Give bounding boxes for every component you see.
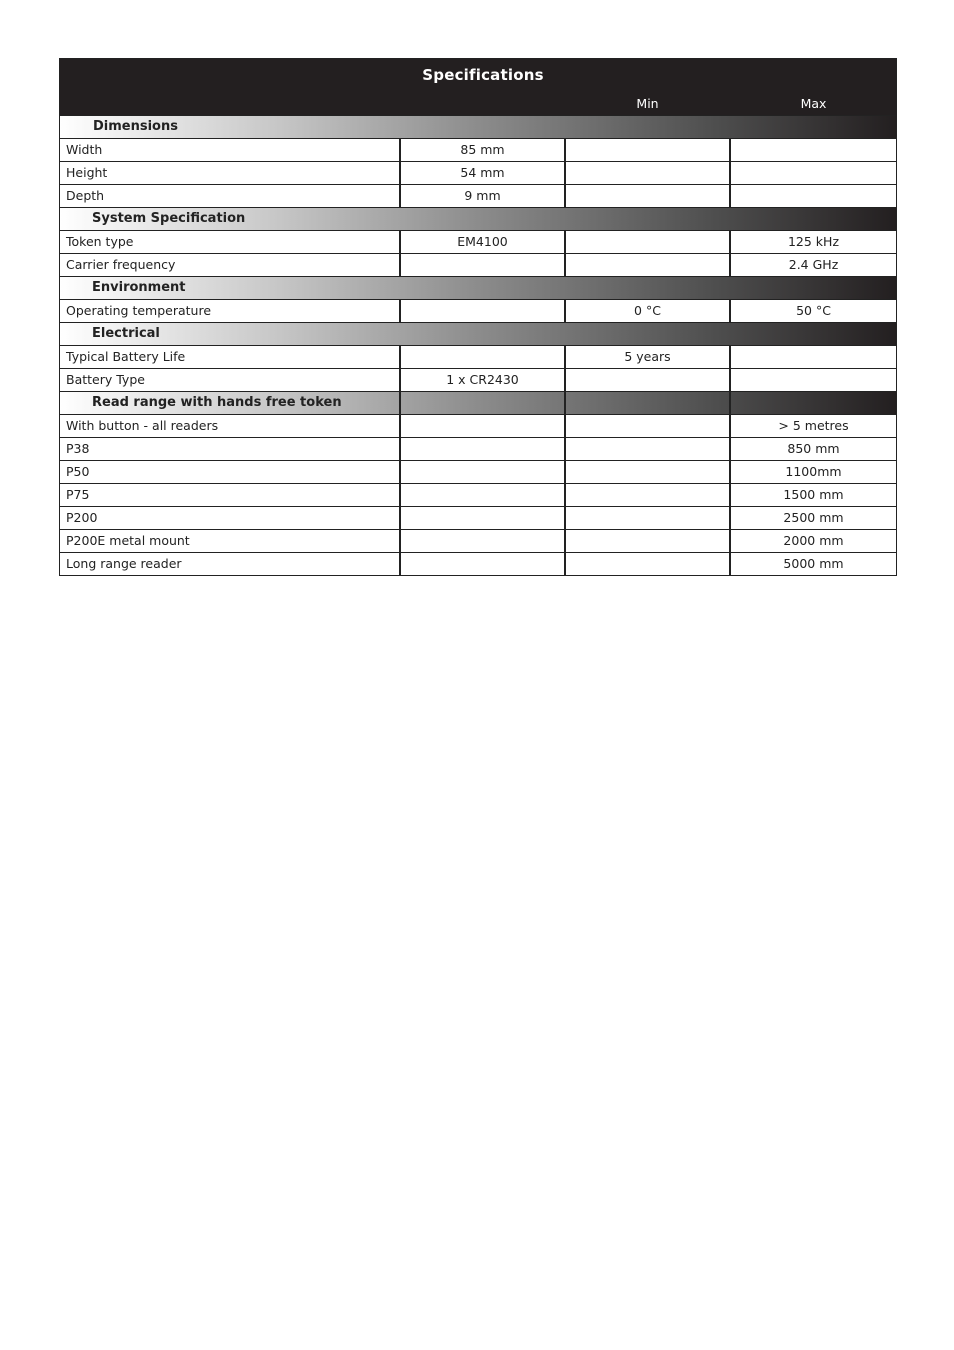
table-row	[60, 345, 896, 368]
row-label: Depth	[66, 188, 105, 203]
section-dimensions	[60, 115, 896, 138]
section-electrical	[60, 322, 896, 345]
row-max	[729, 162, 896, 184]
row-value: 54 mm	[399, 162, 564, 184]
row-value	[399, 461, 564, 483]
row-max	[729, 139, 896, 161]
row-label: Token type	[66, 234, 134, 249]
row-label: Height	[66, 165, 108, 180]
row-value	[399, 254, 564, 276]
column-header-min: Min	[636, 96, 659, 111]
row-min	[564, 415, 729, 437]
row-min: 0 °C	[564, 300, 729, 322]
row-min	[564, 369, 729, 391]
row-label: P38	[66, 441, 90, 456]
row-min	[564, 139, 729, 161]
row-max: 5000 mm	[729, 553, 896, 575]
row-min	[564, 484, 729, 506]
row-value	[399, 438, 564, 460]
row-max: 50 °C	[729, 300, 896, 322]
table-row	[60, 529, 896, 552]
table-row	[60, 184, 896, 207]
column-header-max: Max	[800, 96, 827, 111]
row-min: 5 years	[564, 346, 729, 368]
table-row	[60, 138, 896, 161]
row-max: 2.4 GHz	[729, 254, 896, 276]
row-min	[564, 438, 729, 460]
table-row	[60, 368, 896, 391]
row-label: P200	[66, 510, 98, 525]
row-label: P75	[66, 487, 90, 502]
section-title: System Specification	[92, 211, 246, 226]
row-max: 2500 mm	[729, 507, 896, 529]
row-value	[399, 553, 564, 575]
table-row	[60, 414, 896, 437]
section-title: Dimensions	[93, 119, 178, 134]
column-divider	[399, 392, 401, 414]
row-label: P200E metal mount	[66, 533, 190, 548]
row-max: 1100mm	[729, 461, 896, 483]
section-title: Electrical	[92, 326, 160, 341]
row-value: EM4100	[399, 231, 564, 253]
row-label: Carrier frequency	[66, 257, 176, 272]
table-row	[60, 460, 896, 483]
table-row	[60, 161, 896, 184]
row-max: 125 kHz	[729, 231, 896, 253]
row-min	[564, 254, 729, 276]
section-title: Environment	[92, 280, 186, 295]
row-label: Width	[66, 142, 103, 157]
row-value: 1 x CR2430	[399, 369, 564, 391]
row-label: Long range reader	[66, 556, 182, 571]
table-row	[60, 253, 896, 276]
row-max: 1500 mm	[729, 484, 896, 506]
row-min	[564, 231, 729, 253]
row-value: 85 mm	[399, 139, 564, 161]
row-label: With button - all readers	[66, 418, 219, 433]
section-title: Read range with hands free token	[92, 395, 342, 410]
row-label: Operating temperature	[66, 303, 212, 318]
row-max: 2000 mm	[729, 530, 896, 552]
section-read-range	[60, 391, 896, 414]
table-row	[60, 552, 896, 575]
row-min	[564, 530, 729, 552]
row-min	[564, 507, 729, 529]
row-min	[564, 461, 729, 483]
table-header	[60, 59, 896, 115]
row-value	[399, 530, 564, 552]
row-max	[729, 346, 896, 368]
row-label: P50	[66, 464, 90, 479]
row-max	[729, 369, 896, 391]
table-row	[60, 483, 896, 506]
row-value	[399, 507, 564, 529]
section-environment	[60, 276, 896, 299]
table-row	[60, 437, 896, 460]
table-row	[60, 506, 896, 529]
row-label: Battery Type	[66, 372, 145, 387]
specifications-table	[59, 58, 897, 576]
column-divider	[564, 392, 566, 414]
row-label: Typical Battery Life	[66, 349, 186, 364]
table-title: Specifications	[422, 66, 544, 84]
row-min	[564, 553, 729, 575]
row-min	[564, 185, 729, 207]
row-max	[729, 185, 896, 207]
row-value: 9 mm	[399, 185, 564, 207]
row-max: 850 mm	[729, 438, 896, 460]
table-row	[60, 230, 896, 253]
table-row	[60, 299, 896, 322]
row-value	[399, 415, 564, 437]
row-value	[399, 484, 564, 506]
row-max: > 5 metres	[729, 415, 896, 437]
column-divider	[729, 392, 731, 414]
section-system-specification	[60, 207, 896, 230]
row-min	[564, 162, 729, 184]
row-value	[399, 300, 564, 322]
row-value	[399, 346, 564, 368]
